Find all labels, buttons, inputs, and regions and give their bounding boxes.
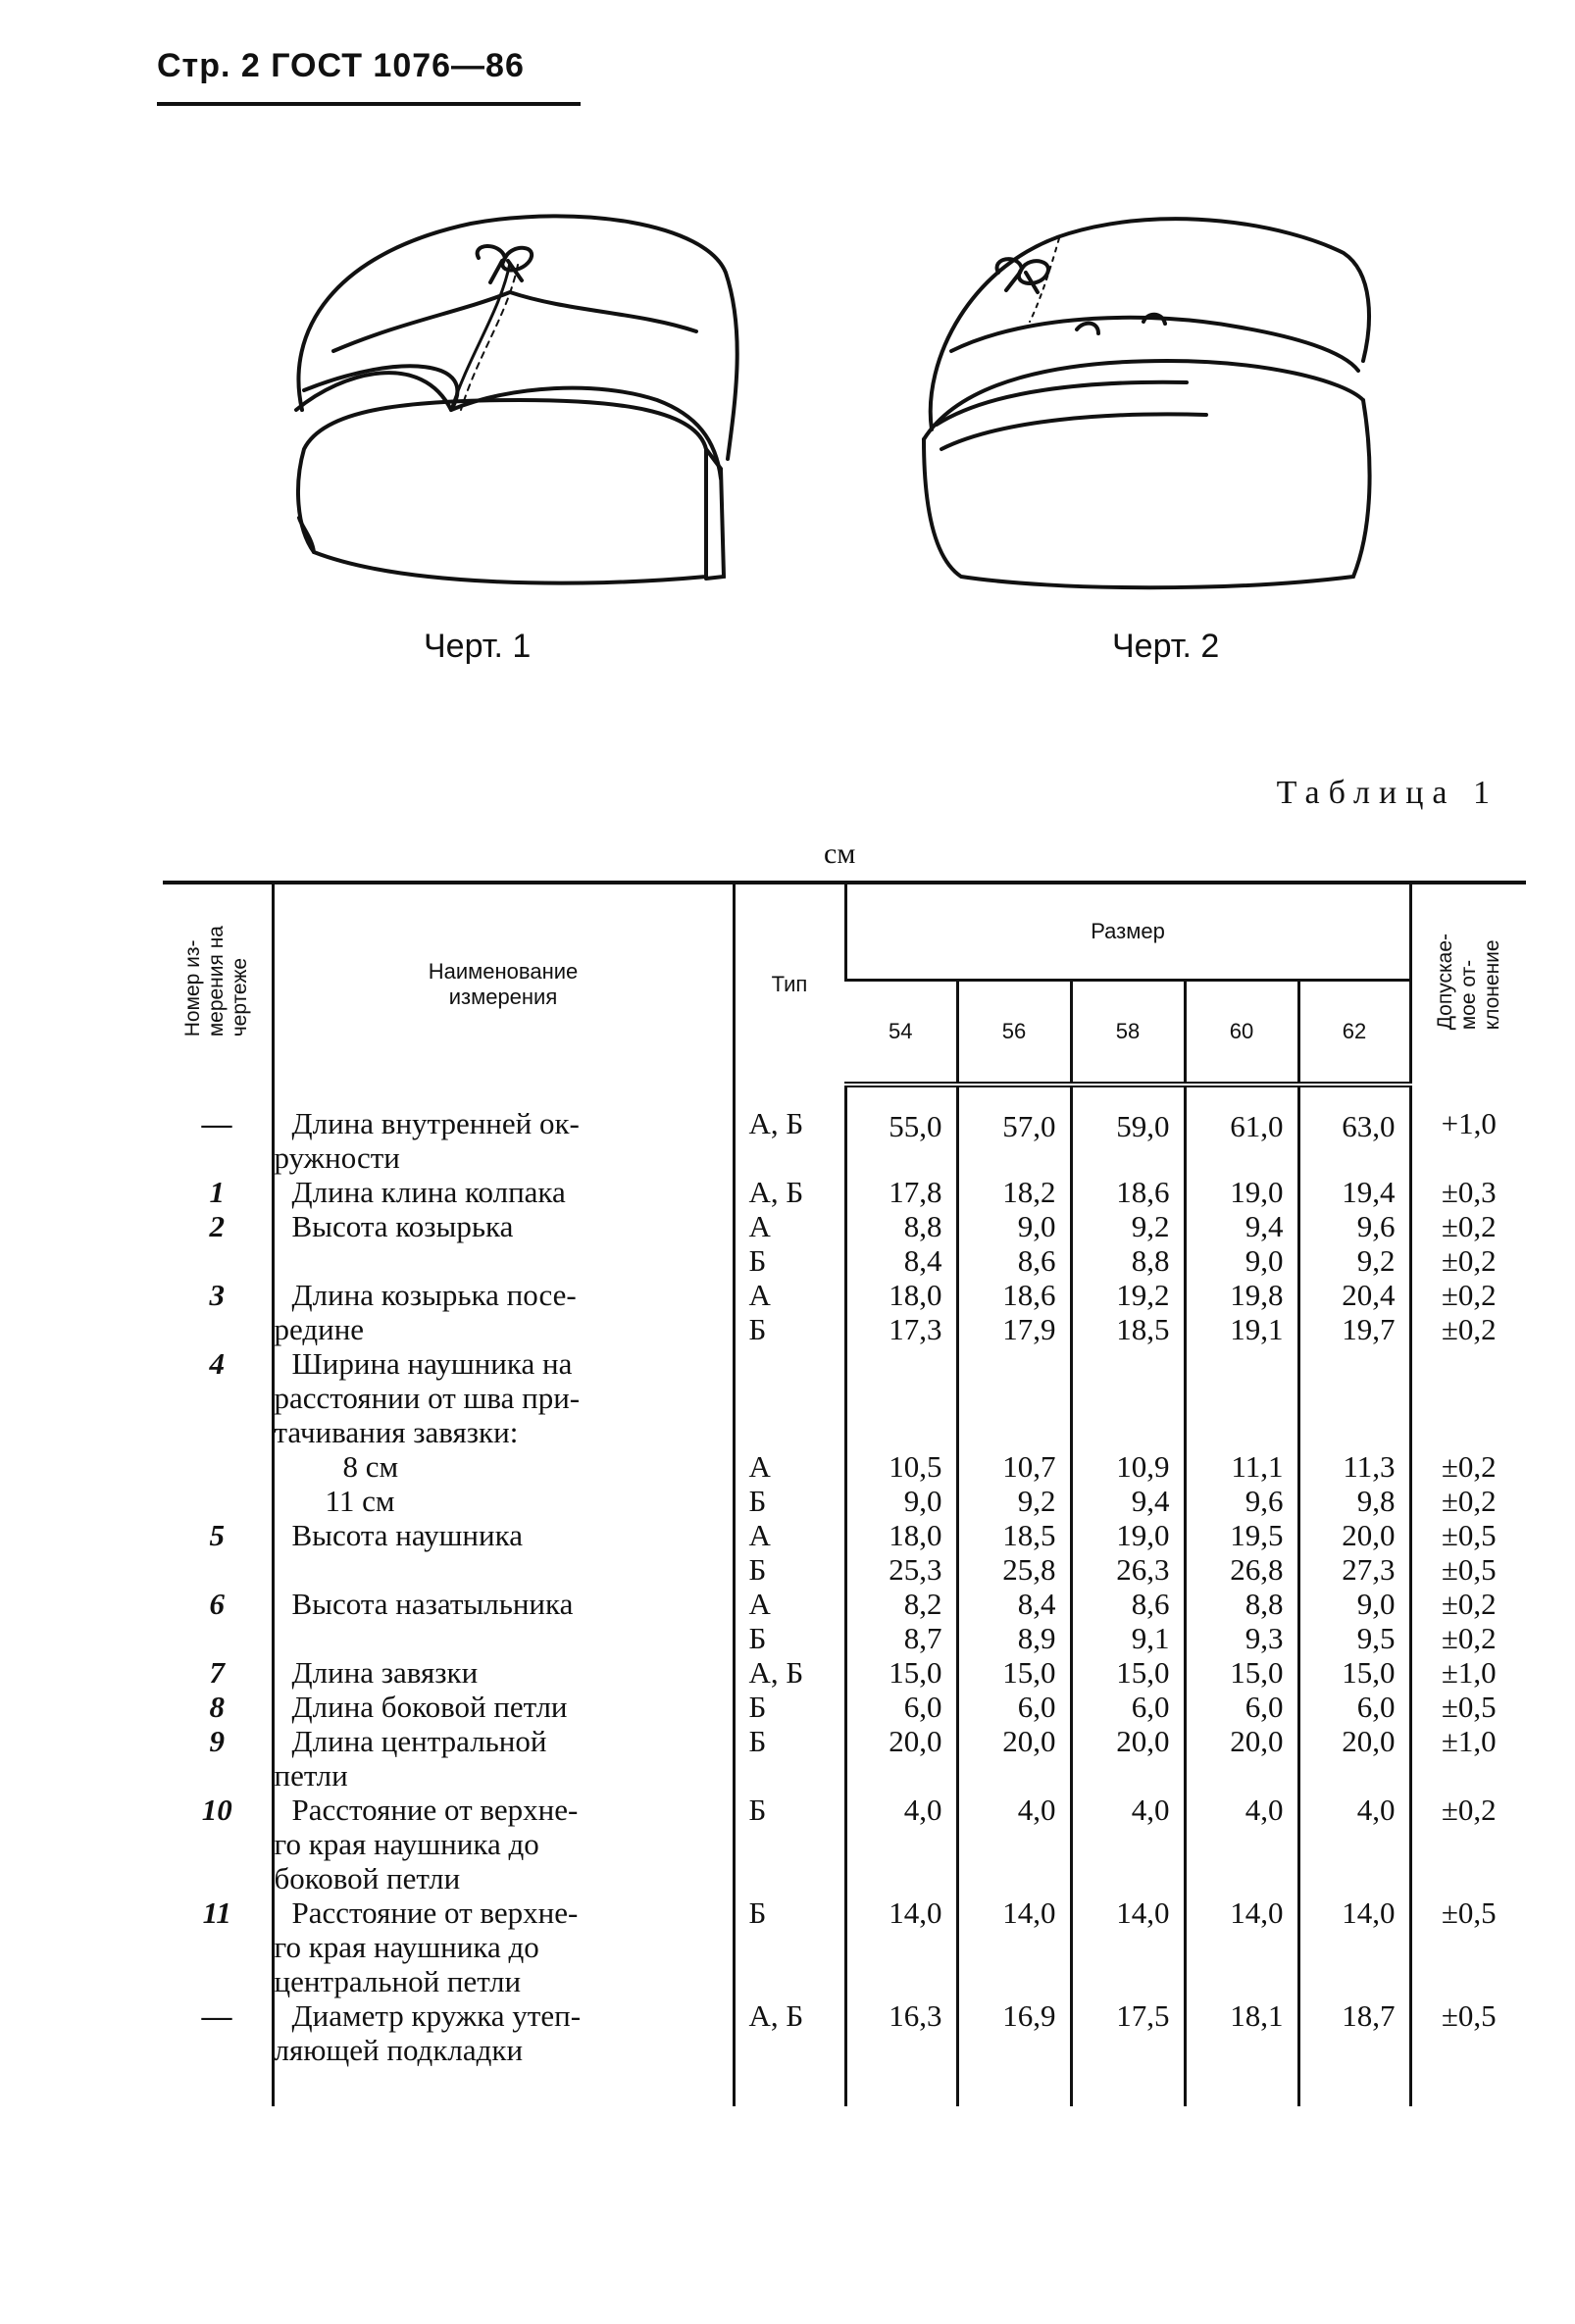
- row-tolerance: ±0,5: [1410, 1552, 1526, 1587]
- row-value: 4,0: [1071, 1793, 1185, 1895]
- header-size-54: 54: [845, 981, 957, 1086]
- row-number: 2: [209, 1209, 225, 1243]
- row-name-line: ляющей подкладки: [274, 2033, 524, 2067]
- header-size-60: 60: [1185, 981, 1298, 1086]
- row-type: Б: [734, 1690, 845, 1724]
- hat-front-drawing-icon: [284, 204, 755, 616]
- row-value: 20,0: [1298, 1518, 1410, 1552]
- row-value: [957, 1346, 1071, 1449]
- row-name: [273, 1621, 734, 1655]
- row-number: [163, 1621, 273, 1655]
- row-name-line: редине: [274, 1312, 365, 1346]
- row-value: 19,0: [1071, 1518, 1185, 1552]
- row-value: 15,0: [1185, 1655, 1298, 1690]
- hat-side-drawing-icon: [912, 204, 1383, 616]
- row-type: А, Б: [734, 1175, 845, 1209]
- row-name: [273, 1793, 734, 1895]
- table-title: Таблица 1: [1276, 775, 1499, 811]
- row-value: 9,0: [1185, 1243, 1298, 1278]
- row-name: [273, 1998, 734, 2106]
- row-type: [734, 1346, 845, 1449]
- row-value: 16,3: [845, 1998, 957, 2106]
- row-value: 11,1: [1185, 1449, 1298, 1484]
- row-number: 8: [209, 1690, 225, 1724]
- row-number: 6: [209, 1587, 225, 1621]
- row-value: 19,7: [1298, 1312, 1410, 1346]
- row-value: 9,5: [1298, 1621, 1410, 1655]
- row-value: 9,1: [1071, 1621, 1185, 1655]
- row-value: 9,0: [957, 1209, 1071, 1243]
- row-tolerance: ±0,5: [1410, 1998, 1526, 2106]
- row-name-line: боковой петли: [274, 1861, 461, 1895]
- measurements-table: [163, 881, 1526, 2106]
- table-row: [163, 1175, 1526, 1209]
- row-type: Б: [734, 1312, 845, 1346]
- row-number: 10: [201, 1793, 232, 1827]
- row-tolerance: ±0,5: [1410, 1518, 1526, 1552]
- row-type: Б: [734, 1243, 845, 1278]
- row-number: —: [201, 1106, 232, 1140]
- row-type: Б: [734, 1724, 845, 1793]
- header-size-56: 56: [957, 981, 1071, 1086]
- row-value: 6,0: [845, 1690, 957, 1724]
- row-value: 6,0: [1071, 1690, 1185, 1724]
- row-value: 14,0: [1071, 1895, 1185, 1998]
- row-tolerance: ±0,5: [1410, 1690, 1526, 1724]
- row-value: 19,8: [1185, 1278, 1298, 1312]
- row-number: 4: [209, 1346, 225, 1381]
- row-value: 9,2: [1071, 1209, 1185, 1243]
- row-name: [273, 1449, 734, 1484]
- row-value: 19,1: [1185, 1312, 1298, 1346]
- row-value: 6,0: [1298, 1690, 1410, 1724]
- table-row: [163, 1724, 1526, 1793]
- row-tolerance: ±1,0: [1410, 1724, 1526, 1793]
- figure-1-caption: Черт. 1: [424, 628, 532, 665]
- row-value: 15,0: [1298, 1655, 1410, 1690]
- row-value: 6,0: [1185, 1690, 1298, 1724]
- row-name-line: расстоянии от шва при-: [274, 1381, 581, 1415]
- row-type: Б: [734, 1484, 845, 1518]
- table-row: [163, 1690, 1526, 1724]
- row-name-line: Высота козырька: [291, 1209, 514, 1243]
- header-rule: [157, 102, 581, 106]
- row-name: [273, 1346, 734, 1449]
- table-row: [163, 1621, 1526, 1655]
- header-tolerance: Допускае- мое от- клонение: [1410, 883, 1526, 1085]
- row-value: 9,4: [1071, 1484, 1185, 1518]
- row-value: 18,0: [845, 1518, 957, 1552]
- row-name-line: Длина клина колпака: [291, 1175, 566, 1209]
- table-row: [163, 1518, 1526, 1552]
- row-value: 8,6: [1071, 1587, 1185, 1621]
- row-number: [163, 1484, 273, 1518]
- row-name: [273, 1655, 734, 1690]
- row-value: 57,0: [957, 1085, 1071, 1175]
- row-tolerance: ±0,2: [1410, 1449, 1526, 1484]
- row-value: 14,0: [957, 1895, 1071, 1998]
- row-name-line: петли: [274, 1758, 348, 1793]
- table-row: [163, 1484, 1526, 1518]
- row-name-line: Высота назатыльника: [291, 1587, 574, 1621]
- row-value: 9,0: [845, 1484, 957, 1518]
- row-name-line: го края наушника до: [274, 1930, 539, 1964]
- row-value: 11,3: [1298, 1449, 1410, 1484]
- row-name: [273, 1312, 734, 1346]
- row-type: Б: [734, 1895, 845, 1998]
- row-value: 8,8: [1071, 1243, 1185, 1278]
- row-name: [273, 1175, 734, 1209]
- row-value: 8,9: [957, 1621, 1071, 1655]
- row-name-line: 11 см: [325, 1484, 395, 1518]
- row-tolerance: ±0,5: [1410, 1895, 1526, 1998]
- row-number: 3: [209, 1278, 225, 1312]
- row-value: 26,3: [1071, 1552, 1185, 1587]
- row-name-line: 8 см: [342, 1449, 399, 1484]
- row-value: 55,0: [845, 1085, 957, 1175]
- row-name-line: Длина центральной: [291, 1724, 547, 1758]
- row-tolerance: ±0,2: [1410, 1484, 1526, 1518]
- row-number: [163, 1449, 273, 1484]
- table-row: [163, 1587, 1526, 1621]
- row-value: 20,0: [1298, 1724, 1410, 1793]
- row-name-line: Длина боковой петли: [291, 1690, 568, 1724]
- row-name-line: тачивания завязки:: [274, 1415, 519, 1449]
- row-number: 9: [209, 1724, 225, 1758]
- row-value: 61,0: [1185, 1085, 1298, 1175]
- row-value: 8,4: [957, 1587, 1071, 1621]
- row-number: —: [201, 1998, 232, 2033]
- row-value: 9,0: [1298, 1587, 1410, 1621]
- row-value: 9,2: [1298, 1243, 1410, 1278]
- row-name-line: Расстояние от верхне-: [291, 1895, 579, 1930]
- row-value: 14,0: [1185, 1895, 1298, 1998]
- row-value: [1071, 1346, 1185, 1449]
- row-value: 6,0: [957, 1690, 1071, 1724]
- row-value: 20,0: [845, 1724, 957, 1793]
- row-number: 11: [202, 1895, 231, 1930]
- row-name-line: Диаметр кружка утеп-: [291, 1998, 582, 2033]
- row-value: 9,6: [1298, 1209, 1410, 1243]
- row-value: 17,3: [845, 1312, 957, 1346]
- row-name: [273, 1552, 734, 1587]
- figure-1: [284, 204, 755, 616]
- row-name: [273, 1484, 734, 1518]
- row-tolerance: ±0,2: [1410, 1278, 1526, 1312]
- row-name-line: центральной петли: [274, 1964, 522, 1998]
- row-value: 9,2: [957, 1484, 1071, 1518]
- row-type: А: [734, 1449, 845, 1484]
- header-size-58: 58: [1071, 981, 1185, 1086]
- row-value: 16,9: [957, 1998, 1071, 2106]
- row-value: 20,0: [1185, 1724, 1298, 1793]
- table-row: [163, 1312, 1526, 1346]
- row-value: 18,5: [957, 1518, 1071, 1552]
- row-number: 1: [209, 1175, 225, 1209]
- row-name: [273, 1085, 734, 1175]
- row-tolerance: ±0,2: [1410, 1621, 1526, 1655]
- row-name-line: Расстояние от верхне-: [291, 1793, 579, 1827]
- table-row: [163, 1998, 1526, 2106]
- row-value: 19,0: [1185, 1175, 1298, 1209]
- table-row: [163, 1895, 1526, 1998]
- row-tolerance: ±0,2: [1410, 1793, 1526, 1895]
- row-value: 19,4: [1298, 1175, 1410, 1209]
- row-number: [163, 1312, 273, 1346]
- row-type: Б: [734, 1793, 845, 1895]
- row-value: 18,6: [1071, 1175, 1185, 1209]
- row-value: 20,0: [1071, 1724, 1185, 1793]
- table-row: [163, 1793, 1526, 1895]
- row-value: 15,0: [1071, 1655, 1185, 1690]
- row-type: А: [734, 1518, 845, 1552]
- row-type: А, Б: [734, 1998, 845, 2106]
- row-value: 15,0: [957, 1655, 1071, 1690]
- row-type: А, Б: [734, 1085, 845, 1175]
- row-tolerance: ±0,2: [1410, 1587, 1526, 1621]
- row-type: А: [734, 1587, 845, 1621]
- row-value: 8,2: [845, 1587, 957, 1621]
- row-value: [845, 1346, 957, 1449]
- row-name-line: Длина козырька посе-: [291, 1278, 577, 1312]
- row-name: [273, 1895, 734, 1998]
- table-row: [163, 1085, 1526, 1175]
- row-value: 18,2: [957, 1175, 1071, 1209]
- row-value: 8,6: [957, 1243, 1071, 1278]
- row-value: 8,4: [845, 1243, 957, 1278]
- row-value: 18,7: [1298, 1998, 1410, 2106]
- row-value: 10,7: [957, 1449, 1071, 1484]
- row-value: 20,0: [957, 1724, 1071, 1793]
- row-value: [1298, 1346, 1410, 1449]
- figure-2-caption: Черт. 2: [1112, 628, 1220, 665]
- row-tolerance: ±1,0: [1410, 1655, 1526, 1690]
- table-unit: см: [824, 837, 856, 870]
- row-value: 19,5: [1185, 1518, 1298, 1552]
- table-row: [163, 1346, 1526, 1449]
- row-value: 14,0: [845, 1895, 957, 1998]
- row-type: А: [734, 1278, 845, 1312]
- row-value: 17,8: [845, 1175, 957, 1209]
- row-name-line: ружности: [274, 1140, 400, 1175]
- row-name-line: Длина завязки: [291, 1655, 479, 1690]
- row-tolerance: ±0,3: [1410, 1175, 1526, 1209]
- table-row: [163, 1655, 1526, 1690]
- row-type: Б: [734, 1621, 845, 1655]
- row-tolerance: ±0,2: [1410, 1243, 1526, 1278]
- row-name: [273, 1724, 734, 1793]
- header-name: Наименование измерения: [273, 883, 734, 1085]
- row-value: 8,7: [845, 1621, 957, 1655]
- figure-2: [912, 204, 1383, 616]
- row-name-line: Высота наушника: [291, 1518, 523, 1552]
- header-num: Номер из- мерения на чертеже: [163, 883, 273, 1085]
- row-value: 18,6: [957, 1278, 1071, 1312]
- row-name: [273, 1243, 734, 1278]
- row-tolerance: [1410, 1346, 1526, 1449]
- row-number: 7: [209, 1655, 225, 1690]
- row-type: Б: [734, 1552, 845, 1587]
- row-value: 8,8: [845, 1209, 957, 1243]
- table-row: [163, 1552, 1526, 1587]
- row-name-line: Ширина наушника на: [291, 1346, 573, 1381]
- row-value: 18,5: [1071, 1312, 1185, 1346]
- row-name-line: Длина внутренней ок-: [291, 1106, 580, 1140]
- row-value: [1185, 1346, 1298, 1449]
- page-header: Стр. 2 ГОСТ 1076—86: [157, 47, 525, 84]
- row-number: 5: [209, 1518, 225, 1552]
- row-value: 25,3: [845, 1552, 957, 1587]
- row-number: [163, 1243, 273, 1278]
- row-value: 26,8: [1185, 1552, 1298, 1587]
- row-value: 4,0: [845, 1793, 957, 1895]
- row-value: 18,1: [1185, 1998, 1298, 2106]
- row-value: 9,3: [1185, 1621, 1298, 1655]
- table-row: [163, 1278, 1526, 1312]
- row-value: 4,0: [957, 1793, 1071, 1895]
- row-value: 4,0: [1298, 1793, 1410, 1895]
- row-tolerance: +1,0: [1410, 1085, 1526, 1175]
- row-value: 27,3: [1298, 1552, 1410, 1587]
- row-value: 20,4: [1298, 1278, 1410, 1312]
- row-value: 9,8: [1298, 1484, 1410, 1518]
- row-value: 17,9: [957, 1312, 1071, 1346]
- row-value: 25,8: [957, 1552, 1071, 1587]
- row-name-line: го края наушника до: [274, 1827, 539, 1861]
- row-type: А: [734, 1209, 845, 1243]
- row-name: [273, 1278, 734, 1312]
- table-body: [163, 1085, 1526, 2106]
- row-value: 17,5: [1071, 1998, 1185, 2106]
- row-number: [163, 1552, 273, 1587]
- row-value: 4,0: [1185, 1793, 1298, 1895]
- row-value: 9,4: [1185, 1209, 1298, 1243]
- table-row: [163, 1449, 1526, 1484]
- header-size-62: 62: [1298, 981, 1410, 1086]
- row-name: [273, 1209, 734, 1243]
- row-value: 8,8: [1185, 1587, 1298, 1621]
- row-value: 18,0: [845, 1278, 957, 1312]
- header-type: Тип: [734, 883, 845, 1085]
- row-name: [273, 1587, 734, 1621]
- row-type: А, Б: [734, 1655, 845, 1690]
- row-value: 63,0: [1298, 1085, 1410, 1175]
- row-value: 19,2: [1071, 1278, 1185, 1312]
- row-value: 14,0: [1298, 1895, 1410, 1998]
- row-value: 9,6: [1185, 1484, 1298, 1518]
- row-tolerance: ±0,2: [1410, 1209, 1526, 1243]
- row-name: [273, 1690, 734, 1724]
- row-value: 59,0: [1071, 1085, 1185, 1175]
- row-value: 10,9: [1071, 1449, 1185, 1484]
- row-name: [273, 1518, 734, 1552]
- row-value: 10,5: [845, 1449, 957, 1484]
- table-row: [163, 1209, 1526, 1243]
- row-value: 15,0: [845, 1655, 957, 1690]
- row-tolerance: ±0,2: [1410, 1312, 1526, 1346]
- header-size: Размер: [845, 883, 1410, 981]
- table-row: [163, 1243, 1526, 1278]
